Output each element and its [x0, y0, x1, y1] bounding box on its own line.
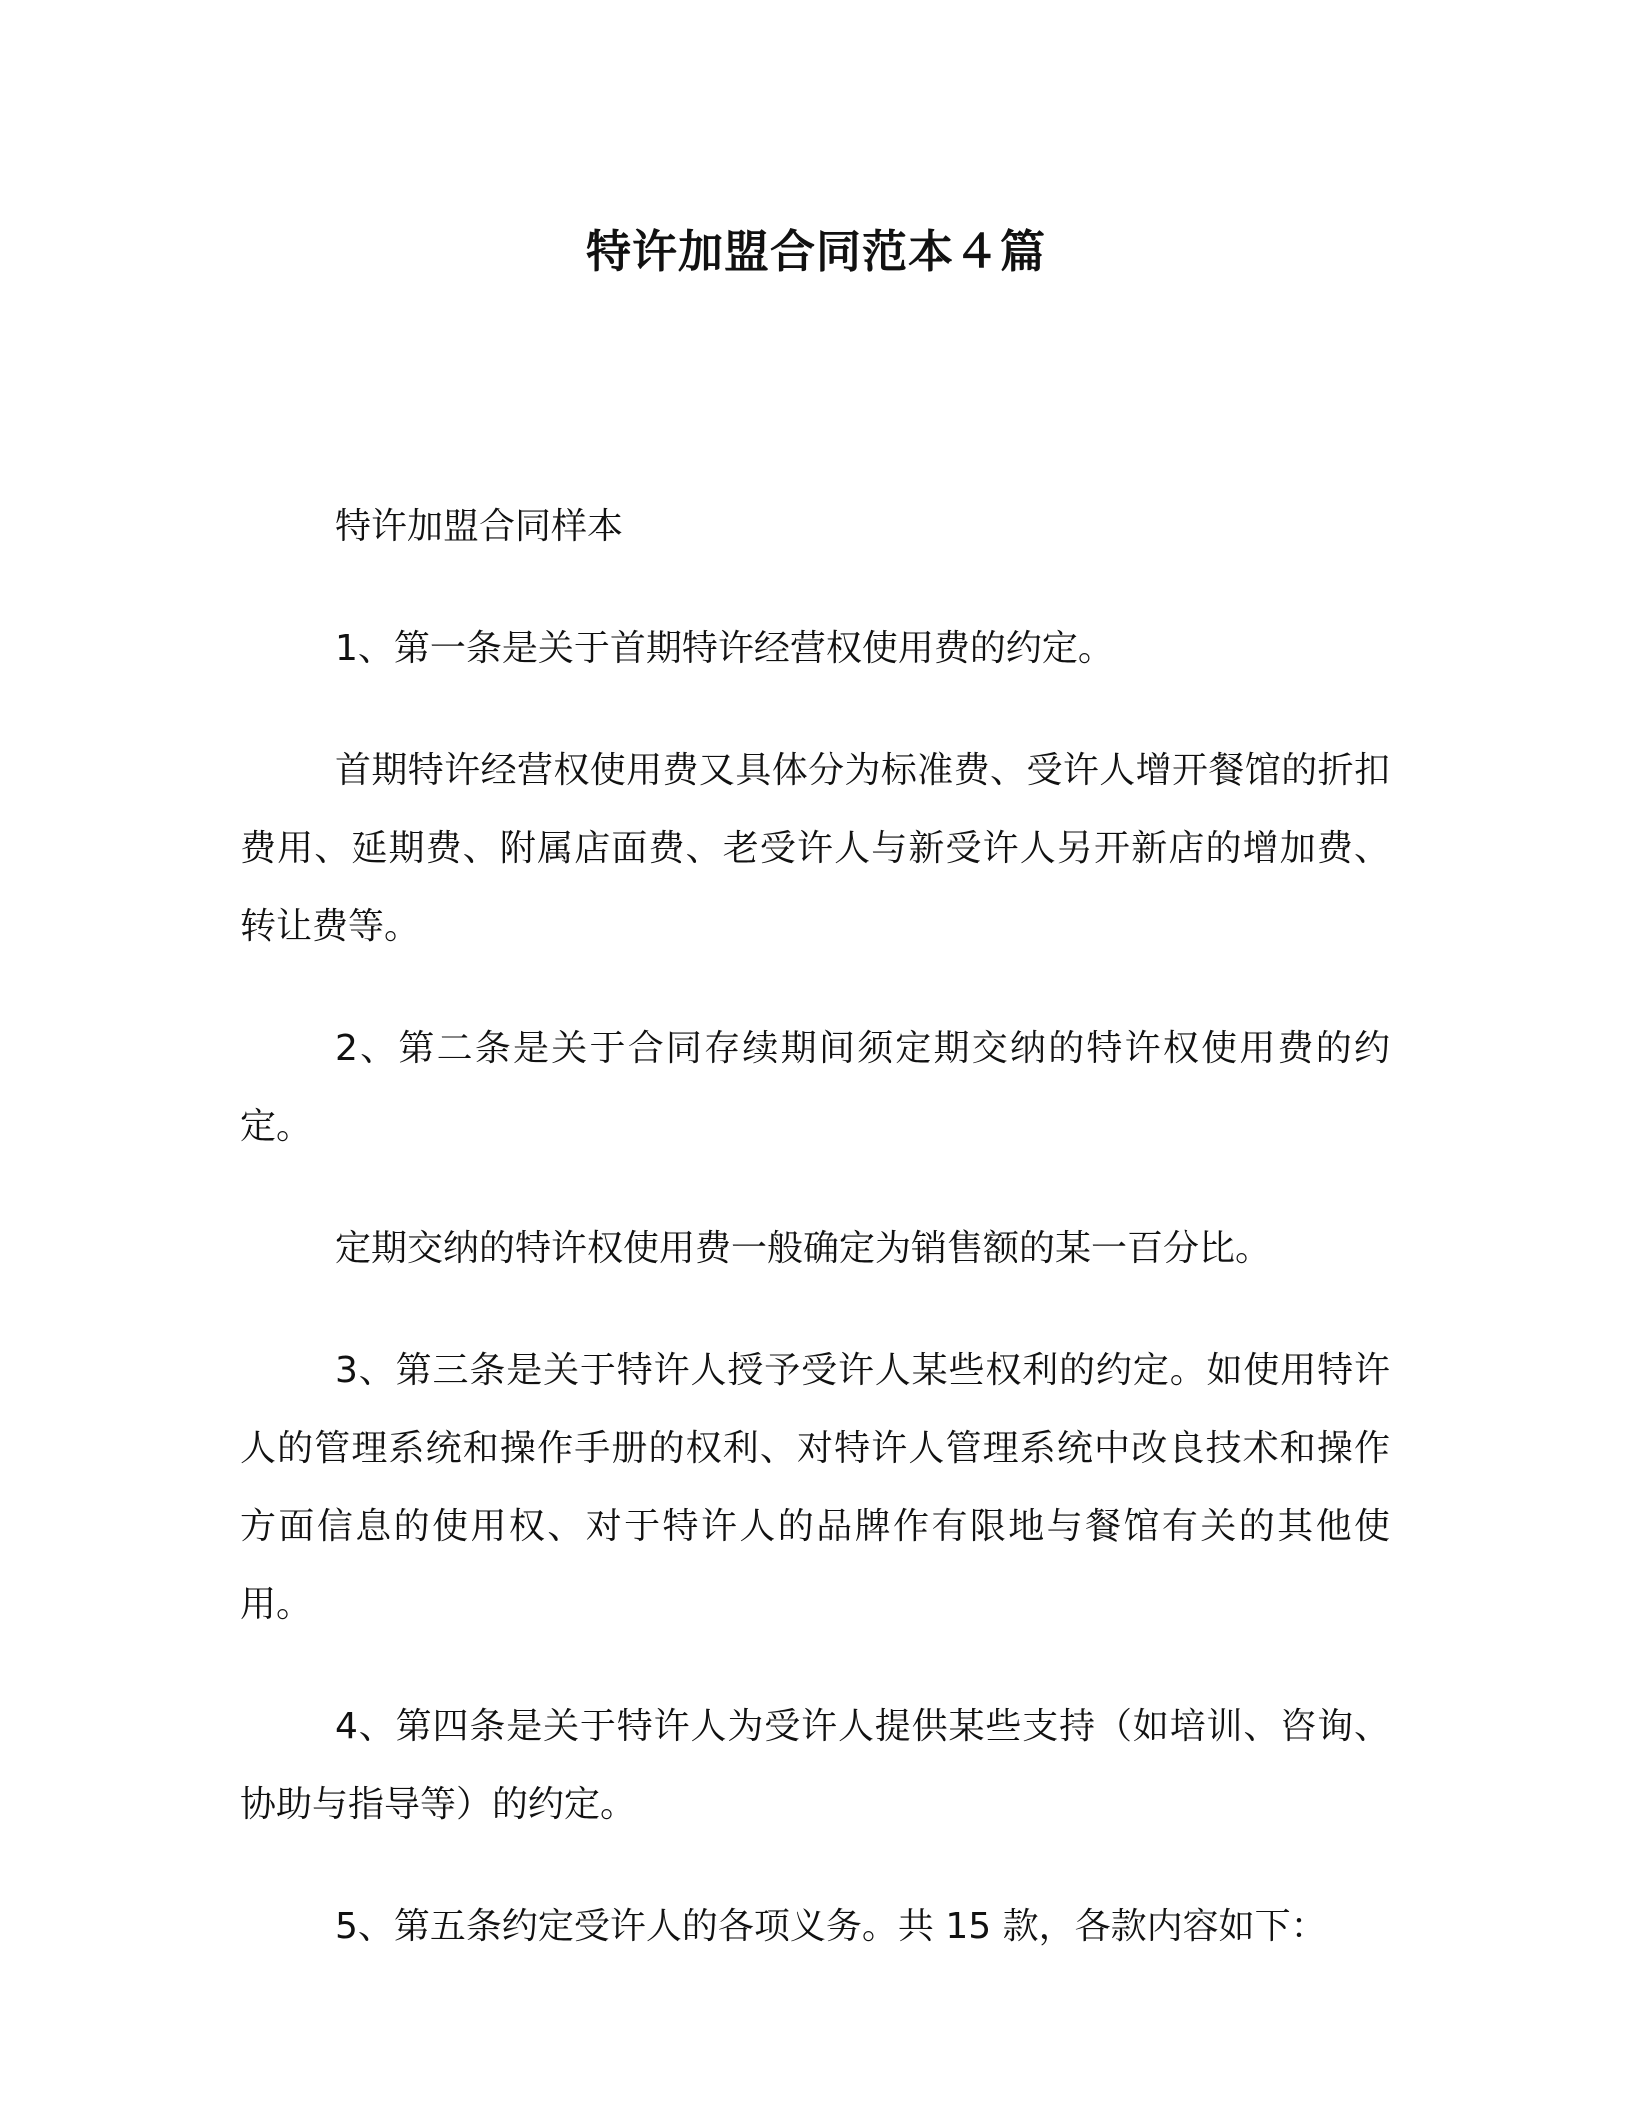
paragraph-article-3: 3、第三条是关于特许人授予受许人某些权利的约定。如使用特许人的管理系统和操作手册的权利、对特许人管理系统中改良技术和操作方面信息的使用权、对于特许人的品牌作有限地与餐馆有关的其他使用。 — [240, 1350, 1390, 1625]
paragraph-article-1: 1、第一条是关于首期特许经营权使用费的约定。 — [335, 628, 1114, 669]
document-title: 特许加盟合同范本４篇 — [585, 225, 1046, 278]
paragraph-article-5: 5、第五条约定受许人的各项义务。共 15 款，各款内容如下： — [335, 1906, 1327, 1947]
paragraph-subtitle: 特许加盟合同样本 — [335, 506, 624, 547]
paragraph-article-2-detail: 定期交纳的特许权使用费一般确定为销售额的某一百分比。 — [335, 1228, 1272, 1269]
document-body — [240, 488, 1390, 2010]
paragraph-article-2: 2、第二条是关于合同存续期间须定期交纳的特许权使用费的约定。 — [240, 1028, 1390, 1147]
paragraph-article-4: 4、第四条是关于特许人为受许人提供某些支持（如培训、咨询、协助与指导等）的约定。 — [240, 1706, 1390, 1825]
paragraph-article-1-detail: 首期特许经营权使用费又具体分为标准费、受许人增开餐馆的折扣费用、延期费、附属店面费、老受许人与新受许人另开新店的增加费、转让费等。 — [240, 750, 1390, 947]
